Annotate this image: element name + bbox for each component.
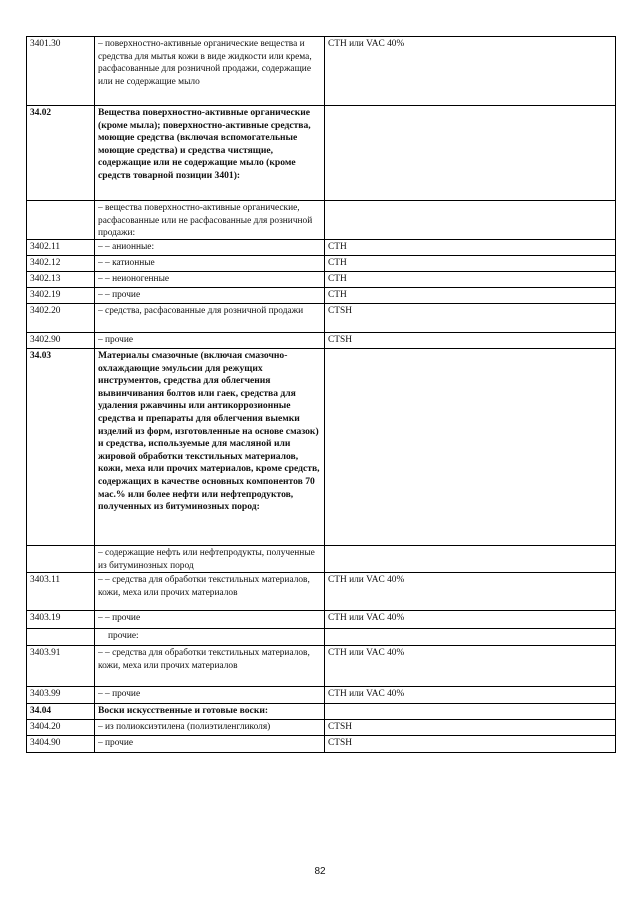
origin-rule-cell: [325, 349, 616, 546]
hs-code-cell: 3403.11: [27, 573, 95, 611]
description-cell: [95, 736, 325, 753]
page-number: 82: [314, 866, 326, 877]
hs-code-cell: 3401.30: [27, 37, 95, 106]
table-row: [27, 304, 616, 333]
description-text: – вещества поверхностно-активные органические, расфасованные или не расфасованные для розничной продажи:: [98, 203, 313, 239]
description-text: Вещества поверхностно-активные органические (кроме мыла); поверхностно-активные средства, моющие средства (включая вспомогательные моющие средства) и средства чистящие, содержащие или не содержащие мыло (кроме средств товарной позиции 3401):: [98, 107, 311, 181]
origin-rule-cell: [325, 629, 616, 646]
table-row: [27, 272, 616, 288]
description-text: – – катионные: [98, 258, 155, 268]
hs-code-cell: 3404.90: [27, 736, 95, 753]
description-cell: [95, 646, 325, 687]
table-row: [27, 201, 616, 240]
description-text: – из полиоксиэтилена (полиэтиленгликоля): [98, 722, 271, 732]
description-text: – – прочие: [98, 290, 141, 300]
description-text: Материалы смазочные (включая смазочно-охлаждающие эмульсии для режущих инструментов, средства для облегчения вывинчивания болтов или гаек, средства для удаления ржавчины или антикоррозионные средства и препараты для облегчения выемки изделий из форм, изготовленные на основе смазок) и средства, используемые для масляной или жировой обработки текстильных материалов, кожи, меха или прочих материалов, кроме средств, содержащих в качестве основных компонентов 70 мас.% или более нефти или нефтепродуктов, полученных из битуминозных пород:: [98, 350, 320, 513]
description-cell: [95, 687, 325, 704]
table-row: [27, 687, 616, 704]
hs-code-cell: 3402.20: [27, 304, 95, 333]
origin-rule-cell: [325, 106, 616, 201]
origin-rule-cell: CTSH: [325, 720, 616, 736]
table-row: [27, 240, 616, 256]
hs-code-cell: 34.04: [27, 704, 95, 720]
description-text: – – средства для обработки текстильных материалов, кожи, меха или прочих материалов: [98, 648, 310, 671]
origin-rule-cell: СТН или VAC 40%: [325, 611, 616, 629]
description-text: – прочие: [98, 738, 134, 748]
description-text: – прочие: [98, 335, 134, 345]
description-text: – – средства для обработки текстильных материалов, кожи, меха или прочих материалов: [98, 575, 310, 598]
description-text: – – неионогенные: [98, 274, 170, 284]
description-cell: [95, 240, 325, 256]
description-text: – средства, расфасованные для розничной продажи: [98, 306, 304, 316]
table-row: [27, 629, 616, 646]
description-cell: [95, 201, 325, 240]
hs-code-cell: 3402.11: [27, 240, 95, 256]
origin-rule-cell: СТН или VAC 40%: [325, 573, 616, 611]
origin-rule-cell: СТН: [325, 272, 616, 288]
description-cell: [95, 106, 325, 201]
table-row: [27, 349, 616, 546]
origin-rule-cell: CTSH: [325, 304, 616, 333]
hs-code-cell: 3402.19: [27, 288, 95, 304]
hs-code-cell: 3403.99: [27, 687, 95, 704]
description-text: – – прочие: [98, 613, 141, 623]
description-cell: [95, 704, 325, 720]
hs-code-cell: 3403.91: [27, 646, 95, 687]
table-row: [27, 256, 616, 272]
origin-rule-cell: CTSH: [325, 333, 616, 349]
table-row: [27, 720, 616, 736]
description-text: прочие:: [108, 631, 139, 641]
origin-rule-cell: СТН: [325, 240, 616, 256]
origin-rule-cell: СТН или VAC 40%: [325, 646, 616, 687]
description-cell: [95, 272, 325, 288]
tariff-table: [26, 36, 616, 753]
origin-rule-cell: СТН: [325, 256, 616, 272]
description-cell: [95, 333, 325, 349]
hs-code-cell: 3402.90: [27, 333, 95, 349]
table-row: [27, 106, 616, 201]
description-cell: [95, 611, 325, 629]
hs-code-cell: 3402.13: [27, 272, 95, 288]
origin-rule-cell: [325, 201, 616, 240]
hs-code-cell: 34.02: [27, 106, 95, 201]
table-row: [27, 37, 616, 106]
description-cell: [95, 256, 325, 272]
description-cell: [95, 304, 325, 333]
description-text: – – анионные:: [98, 242, 155, 252]
description-cell: [95, 288, 325, 304]
description-text: – содержащие нефть или нефтепродукты, полученные из битуминозных пород: [98, 548, 315, 571]
table-row: [27, 646, 616, 687]
table-row: [27, 736, 616, 753]
tariff-table-body: [27, 37, 616, 753]
description-cell: [95, 629, 325, 646]
hs-code-cell: [27, 629, 95, 646]
table-row: [27, 333, 616, 349]
origin-rule-cell: [325, 704, 616, 720]
origin-rule-cell: [325, 546, 616, 573]
table-row: [27, 573, 616, 611]
origin-rule-cell: СТН или VAC 40%: [325, 37, 616, 106]
hs-code-cell: 34.03: [27, 349, 95, 546]
table-row: [27, 546, 616, 573]
hs-code-cell: [27, 201, 95, 240]
description-cell: [95, 349, 325, 546]
origin-rule-cell: СТН: [325, 288, 616, 304]
table-row: [27, 288, 616, 304]
description-cell: [95, 720, 325, 736]
description-text: – поверхностно-активные органические вещества и средства для мытья кожи в виде жидкости или крема, расфасованные для розничной продажи, содержащие или не содержащие мыло: [98, 39, 312, 87]
table-row: [27, 611, 616, 629]
description-cell: [95, 573, 325, 611]
origin-rule-cell: CTSH: [325, 736, 616, 753]
hs-code-cell: [27, 546, 95, 573]
hs-code-cell: 3403.19: [27, 611, 95, 629]
hs-code-cell: 3402.12: [27, 256, 95, 272]
description-text: Воски искусственные и готовые воски:: [98, 705, 269, 716]
description-cell: [95, 37, 325, 106]
table-row: [27, 704, 616, 720]
hs-code-cell: 3404.20: [27, 720, 95, 736]
description-cell: [95, 546, 325, 573]
description-text: – – прочие: [98, 689, 141, 699]
origin-rule-cell: СТН или VAC 40%: [325, 687, 616, 704]
